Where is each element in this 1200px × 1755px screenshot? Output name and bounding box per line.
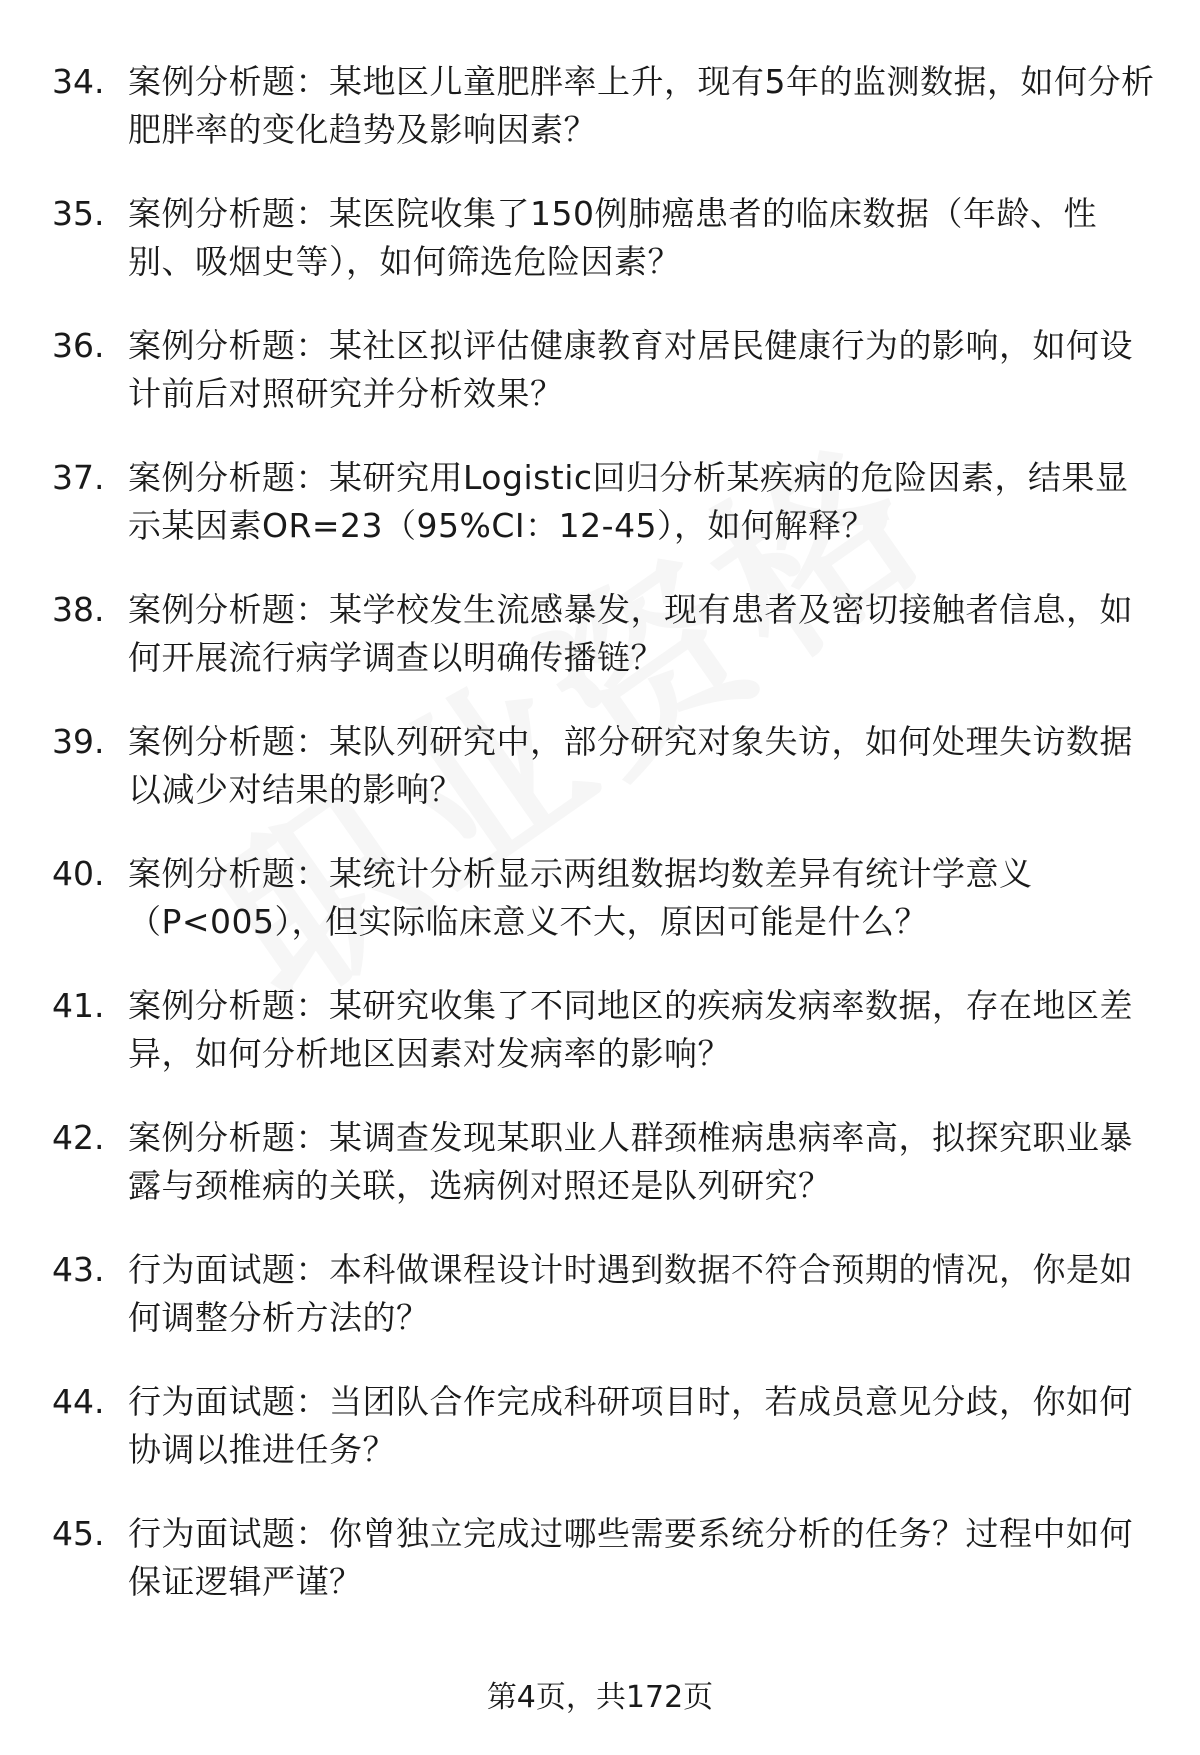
question-text: 案例分析题：某学校发生流感暴发，现有患者及密切接触者信息，如何开展流行病学调查以明确传播链？ [128,590,1133,677]
question-number: 45. [52,1514,105,1553]
question-item [0,586,1200,718]
question-item [0,1510,1200,1642]
question-number: 44. [52,1382,105,1421]
question-number: 37. [52,458,105,497]
question-number: 41. [52,986,105,1025]
question-text: 行为面试题：你曾独立完成过哪些需要系统分析的任务？过程中如何保证逻辑严谨？ [128,1514,1133,1601]
question-text: 案例分析题：某研究收集了不同地区的疾病发病率数据，存在地区差异，如何分析地区因素对发病率的影响？ [128,986,1133,1073]
question-number: 38. [52,590,105,629]
question-number: 42. [52,1118,105,1157]
question-item [0,850,1200,982]
question-number: 35. [52,194,105,233]
question-number: 43. [52,1250,105,1289]
question-text: 案例分析题：某社区拟评估健康教育对居民健康行为的影响，如何设计前后对照研究并分析效果？ [128,326,1133,413]
question-number: 39. [52,722,105,761]
question-item [0,58,1200,190]
question-item [0,1246,1200,1378]
question-text: 行为面试题：本科做课程设计时遇到数据不符合预期的情况，你是如何调整分析方法的？ [128,1250,1133,1337]
question-text: 案例分析题：某研究用Logistic回归分析某疾病的危险因素，结果显示某因素OR=23（95%CI：12-45），如何解释？ [128,458,1129,545]
question-item [0,982,1200,1114]
question-item [0,454,1200,586]
question-item [0,1378,1200,1510]
page-number-label: 第4页，共172页 [486,1680,714,1715]
question-item [0,322,1200,454]
page-footer [0,1678,1200,1718]
question-item [0,190,1200,322]
question-text: 案例分析题：某医院收集了150例肺癌患者的临床数据（年龄、性别、吸烟史等），如何筛选危险因素？ [128,194,1097,281]
question-number: 36. [52,326,105,365]
question-number: 40. [52,854,105,893]
question-text: 案例分析题：某统计分析显示两组数据均数差异有统计学意义（P<005），但实际临床意义不大，原因可能是什么？ [128,854,1033,941]
question-item [0,1114,1200,1246]
question-text: 案例分析题：某地区儿童肥胖率上升，现有5年的监测数据，如何分析肥胖率的变化趋势及影响因素？ [128,62,1155,149]
question-text: 行为面试题：当团队合作完成科研项目时，若成员意见分歧，你如何协调以推进任务？ [128,1382,1133,1469]
question-number: 34. [52,62,105,101]
question-item [0,718,1200,850]
question-text: 案例分析题：某队列研究中，部分研究对象失访，如何处理失访数据以减少对结果的影响？ [128,722,1133,809]
question-list [0,58,1200,1642]
question-text: 案例分析题：某调查发现某职业人群颈椎病患病率高，拟探究职业暴露与颈椎病的关联，选病例对照还是队列研究？ [128,1118,1133,1205]
